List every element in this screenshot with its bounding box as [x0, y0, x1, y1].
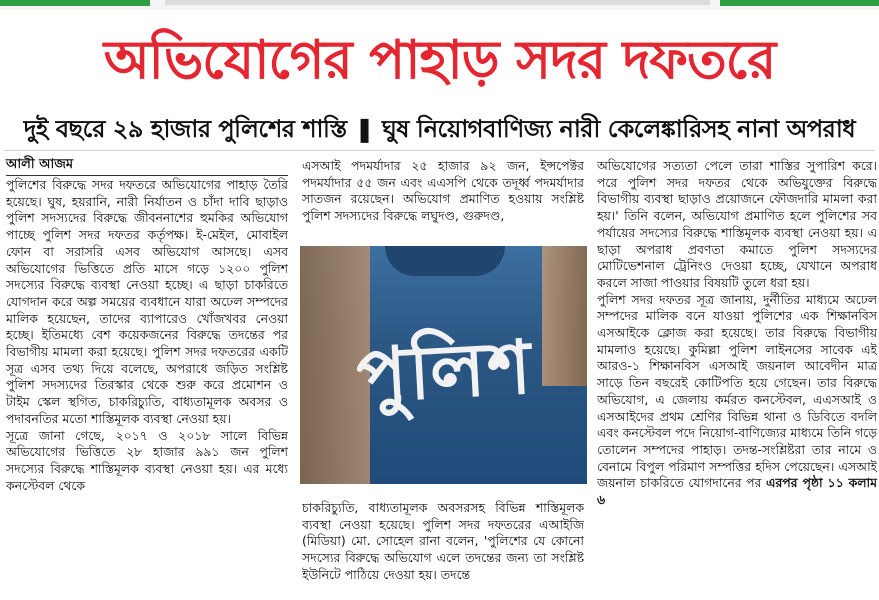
- jacket-collar: [385, 246, 505, 276]
- paragraph: অভিযোগের সত্যতা পেলে তারা শাস্তির সুপারিশ করে। পরে পুলিশ সদর দফতর থেকে অভিযুক্তের বিরুদ্ধে বিভাগীয় ব্যবস্থা ছাড়াও প্রয়োজনে ফৌজদারি মামলা করা হয়।' তিনি বলেন, অভিযোগ প্রমাণিত হলে পুলিশের সব পর্যায়ের সদস্যের বিরুদ্ধে শাস্তিমূলক ব্যবস্থা নেওয়া হয়। এ ছাড়া অপরাধ প্রবণতা কমাতে পুলিশ সদস্যদের মোটিভেশনাল ট্রেনিংও দেওয়া হচ্ছে, যেখানে অপরাধ করলে সাজা পাওয়ার বিষয়টি তুলে ধরা হয়।: [597, 158, 877, 290]
- top-strip: [0, 0, 879, 10]
- paragraph-text: পুলিশ সদর দফতর সূত্র জানায়, দুর্নীতির মাধ্যমে অঢেল সম্পদের মালিক বনে যাওয়া পুলিশের এক শিক্ষানবিস এসআইকে ক্লোজ করা হয়েছে। তার বিরুদ্ধে বিভাগীয় মামলাও হয়েছে। কুমিল্লা পুলিশ লাইনসের সাবেক এই আরও-১ শিক্ষানবিস এসআই জয়নাল আবেদীন মাত্র সাড়ে তিন বছরেই কোটিপতি হয়ে গেছেন। তার বিরুদ্ধে অভিযোগ, এ জেলায় কর্মরত কনস্টেবল, এএসআই ও এসআইদের প্রথম শ্রেণির বিভিন্ন থানা ও ডিবিতে বদলি এবং কনস্টেবল পদে নিয়োগ-বাণিজ্যের মাধ্যমে তিনি গড়ে তোলেন সম্পদের পাহাড়। তদন্ত-সংশ্লিষ্টরা তার নামে ও বেনামে বিপুল পরিমাণ সম্পত্তির হদিস পেয়েছেন। এসআই জয়নাল চাকরিতে যোগদানের পর: [597, 291, 877, 491]
- byline: আলী আজম: [6, 157, 74, 172]
- article-column-2-bottom: [302, 500, 584, 600]
- top-strip-grey: [165, 0, 710, 5]
- divider: [4, 150, 875, 151]
- paragraph: এসআই পদমর্যাদার ২৫ হাজার ৯২ জন, ইন্সপেক্টর পদমর্যাদার ৫৫ জন এবং এএসপি থেকে তদূর্ধ্ব পদমর্যাদার সাতজন রয়েছেন। অভিযোগ প্রমাণিত হওয়ায় সংশ্লিষ্ট পুলিশ সদস্যদের বিরুদ্ধে লঘুদণ্ড, গুরুদণ্ড,: [302, 158, 584, 224]
- top-strip-green-right: [720, 0, 879, 6]
- paragraph: [597, 292, 877, 509]
- police-jacket-photo: [300, 246, 587, 484]
- article-column-2-top: [302, 158, 584, 242]
- article-column-1: [6, 177, 288, 600]
- top-strip-green-left: [0, 0, 150, 6]
- paragraph: চাকরিচ্যুতি, বাধ্যতামূলক অবসরসহ বিভিন্ন শাস্তিমূলক ব্যবস্থা নেওয়া হয়েছে। পুলিশ সদর দফতরের এআইজি (মিডিয়া) মো. সোহেল রানা বলেন, 'পুলিশের যে কোনো সদস্যের বিরুদ্ধে অভিযোগ এলে তদন্তের জন্য তা সংশ্লিষ্ট ইউনিটে পাঠিয়ে দেওয়া হয়। তদন্তে: [302, 500, 584, 582]
- subheadline: দুই বছরে ২৯ হাজার পুলিশের শাস্তি ❚ ঘুষ নিয়োগবাণিজ্য নারী কেলেঙ্কারিসহ নানা অপরাধ: [23, 115, 856, 143]
- article-column-3: [597, 158, 877, 600]
- headline: অভিযোগের পাহাড় সদর দফতরে: [103, 29, 776, 91]
- continued-label: এরপর পৃষ্ঠা ১১ কলাম ৬: [597, 475, 877, 508]
- jacket-lettering: পুলিশ: [354, 324, 535, 420]
- paragraph: সূত্রে জানা গেছে, ২০১৭ ও ২০১৮ সালে বিভিন্ন অভিযোগের ভিত্তিতে ২৮ হাজার ৯৯১ জন পুলিশ সদস্যের বিরুদ্ধে শাস্তিমূলক ব্যবস্থা নেওয়া হয়। এর মধ্যে কনস্টেবল থেকে: [6, 427, 288, 493]
- byline-divider: [6, 175, 288, 176]
- paragraph: পুলিশের বিরুদ্ধে সদর দফতরে অভিযোগের পাহাড় তৈরি হয়েছে। ঘুষ, হয়রানি, নারী নির্যাতন ও চাঁদা দাবি ছাড়াও পুলিশ সদস্যদের বিরুদ্ধে জীবননাশের হুমকির অভিযোগ পাচ্ছে পুলিশ সদর দফতর কর্তৃপক্ষ। ই-মেইল, মোবাইল ফোন বা সরাসরি এসব অভিযোগ আসছে। এসব অভিযোগের ভিত্তিতে প্রতি মাসে গড়ে ১২০০ পুলিশ সদস্যের বিরুদ্ধে ব্যবস্থা নেওয়া হচ্ছে। এ ছাড়া চাকরিতে যোগদান করে অল্প সময়ের ব্যবধানে যারা অঢেল সম্পদের মালিক হয়েছেন, তাদের ব্যাপারেও খোঁজখবর নেওয়া হচ্ছে। ইতিমধ্যে বেশ কয়েকজনের বিরুদ্ধে তদন্তের পর বিভাগীয় মামলা করা হয়েছে। পুলিশ সদর দফতরের একটি সূত্র এসব তথ্য দিয়ে বলেছে, অপরাধে জড়িত সংশ্লিষ্ট পুলিশ সদস্যদের তিরস্কার থেকে শুরু করে প্রমোশন ও টাইম স্কেল স্থগিত, চাকরিচ্যুতি, বাধ্যতামূলক অবসর ও পদাবনতির মতো শাস্তিমূলক ব্যবস্থা নেওয়া হয়।: [6, 177, 288, 426]
